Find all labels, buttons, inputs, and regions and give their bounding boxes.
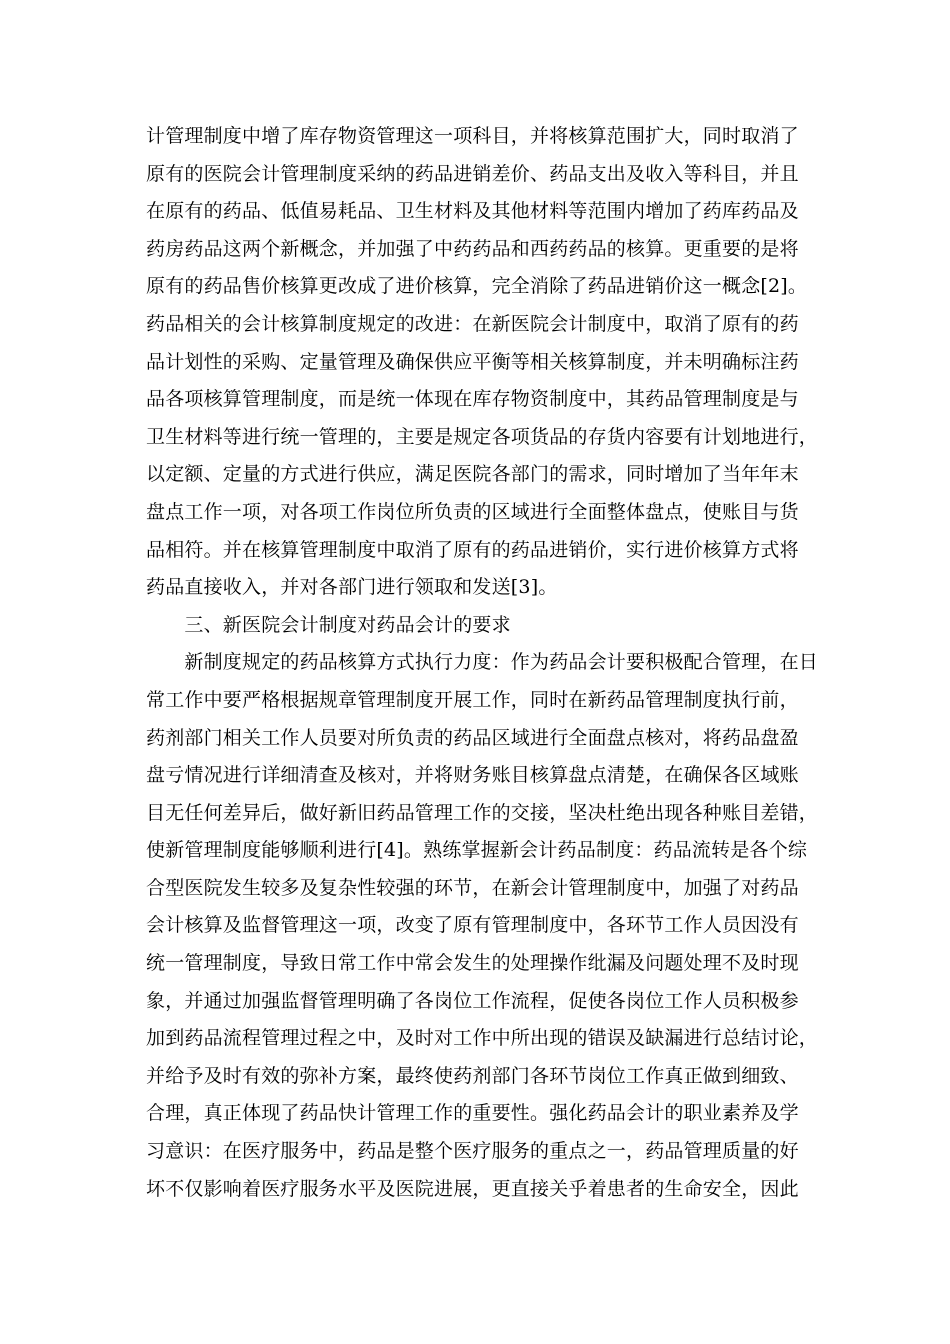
text-line: 常工作中要严格根据规章管理制度开展工作，同时在新药品管理制度执行前， (146, 688, 799, 711)
text-line: 药剂部门相关工作人员要对所负责的药品区域进行全面盘点核对，将药品盘盈 (146, 726, 799, 749)
text-line: 合型医院发生较多及复杂性较强的环节，在新会计管理制度中，加强了对药品 (146, 876, 799, 899)
text-line: 加到药品流程管理过程之中，及时对工作中所出现的错误及缺漏进行总结讨论， (146, 1027, 819, 1050)
text-line: 原有的药品售价核算更改成了进价核算，完全消除了药品进销价这一概念[2]。 (146, 275, 808, 298)
text-line: 坏不仅影响着医疗服务水平及医院进展，更直接关乎着患者的生命安全，因此 (146, 1177, 799, 1200)
text-line: 合理，真正体现了药品快计管理工作的重要性。强化药品会计的职业素养及学 (146, 1102, 799, 1125)
body-text (146, 118, 819, 1208)
section-heading: 三、新医院会计制度对药品会计的要求 (146, 613, 511, 636)
text-line: 统一管理制度，导致日常工作中常会发生的处理操作纰漏及问题处理不及时现 (146, 952, 799, 975)
text-line: 以定额、定量的方式进行供应，满足医院各部门的需求，同时增加了当年年末 (146, 463, 799, 486)
text-line: 并给予及时有效的弥补方案，最终使药剂部门各环节岗位工作真正做到细致、 (146, 1064, 799, 1087)
text-line: 品各项核算管理制度，而是统一体现在库存物资制度中，其药品管理制度是与 (146, 388, 799, 411)
text-line: 盘点工作一项，对各项工作岗位所负责的区域进行全面整体盘点，使账目与货 (146, 500, 799, 523)
text-line: 在原有的药品、低值易耗品、卫生材料及其他材料等范围内增加了药库药品及 (146, 200, 799, 223)
text-line: 盘亏情况进行详细清查及核对，并将财务账目核算盘点清楚，在确保各区域账 (146, 764, 799, 787)
text-line: 习意识：在医疗服务中，药品是整个医疗服务的重点之一，药品管理质量的好 (146, 1140, 799, 1163)
text-line: 药房药品这两个新概念，并加强了中药药品和西药药品的核算。更重要的是将 (146, 237, 799, 260)
text-line: 卫生材料等进行统一管理的，主要是规定各项货品的存货内容要有计划地进行， (146, 425, 819, 448)
text-line: 药品相关的会计核算制度规定的改进：在新医院会计制度中，取消了原有的药 (146, 312, 799, 335)
text-line: 新制度规定的药品核算方式执行力度：作为药品会计要积极配合管理，在日 (146, 651, 819, 674)
text-line: 品计划性的采购、定量管理及确保供应平衡等相关核算制度，并未明确标注药 (146, 350, 799, 373)
text-line: 目无任何差异后，做好新旧药品管理工作的交接，坚决杜绝出现各种账目差错， (146, 801, 819, 824)
text-line: 使新管理制度能够顺利进行[4]。熟练掌握新会计药品制度：药品流转是各个综 (146, 839, 808, 862)
text-line: 象，并通过加强监督管理明确了各岗位工作流程，促使各岗位工作人员积极参 (146, 989, 799, 1012)
text-line: 原有的医院会计管理制度采纳的药品进销差价、药品支出及收入等科目，并且 (146, 162, 799, 185)
text-line: 药品直接收入，并对各部门进行领取和发送[3]。 (146, 576, 558, 599)
text-line: 会计核算及监督管理这一项，改变了原有管理制度中，各环节工作人员因没有 (146, 914, 799, 937)
text-line: 品相符。并在核算管理制度中取消了原有的药品进销价，实行进价核算方式将 (146, 538, 799, 561)
text-line: 计管理制度中增了库存物资管理这一项科目，并将核算范围扩大，同时取消了 (146, 125, 799, 147)
